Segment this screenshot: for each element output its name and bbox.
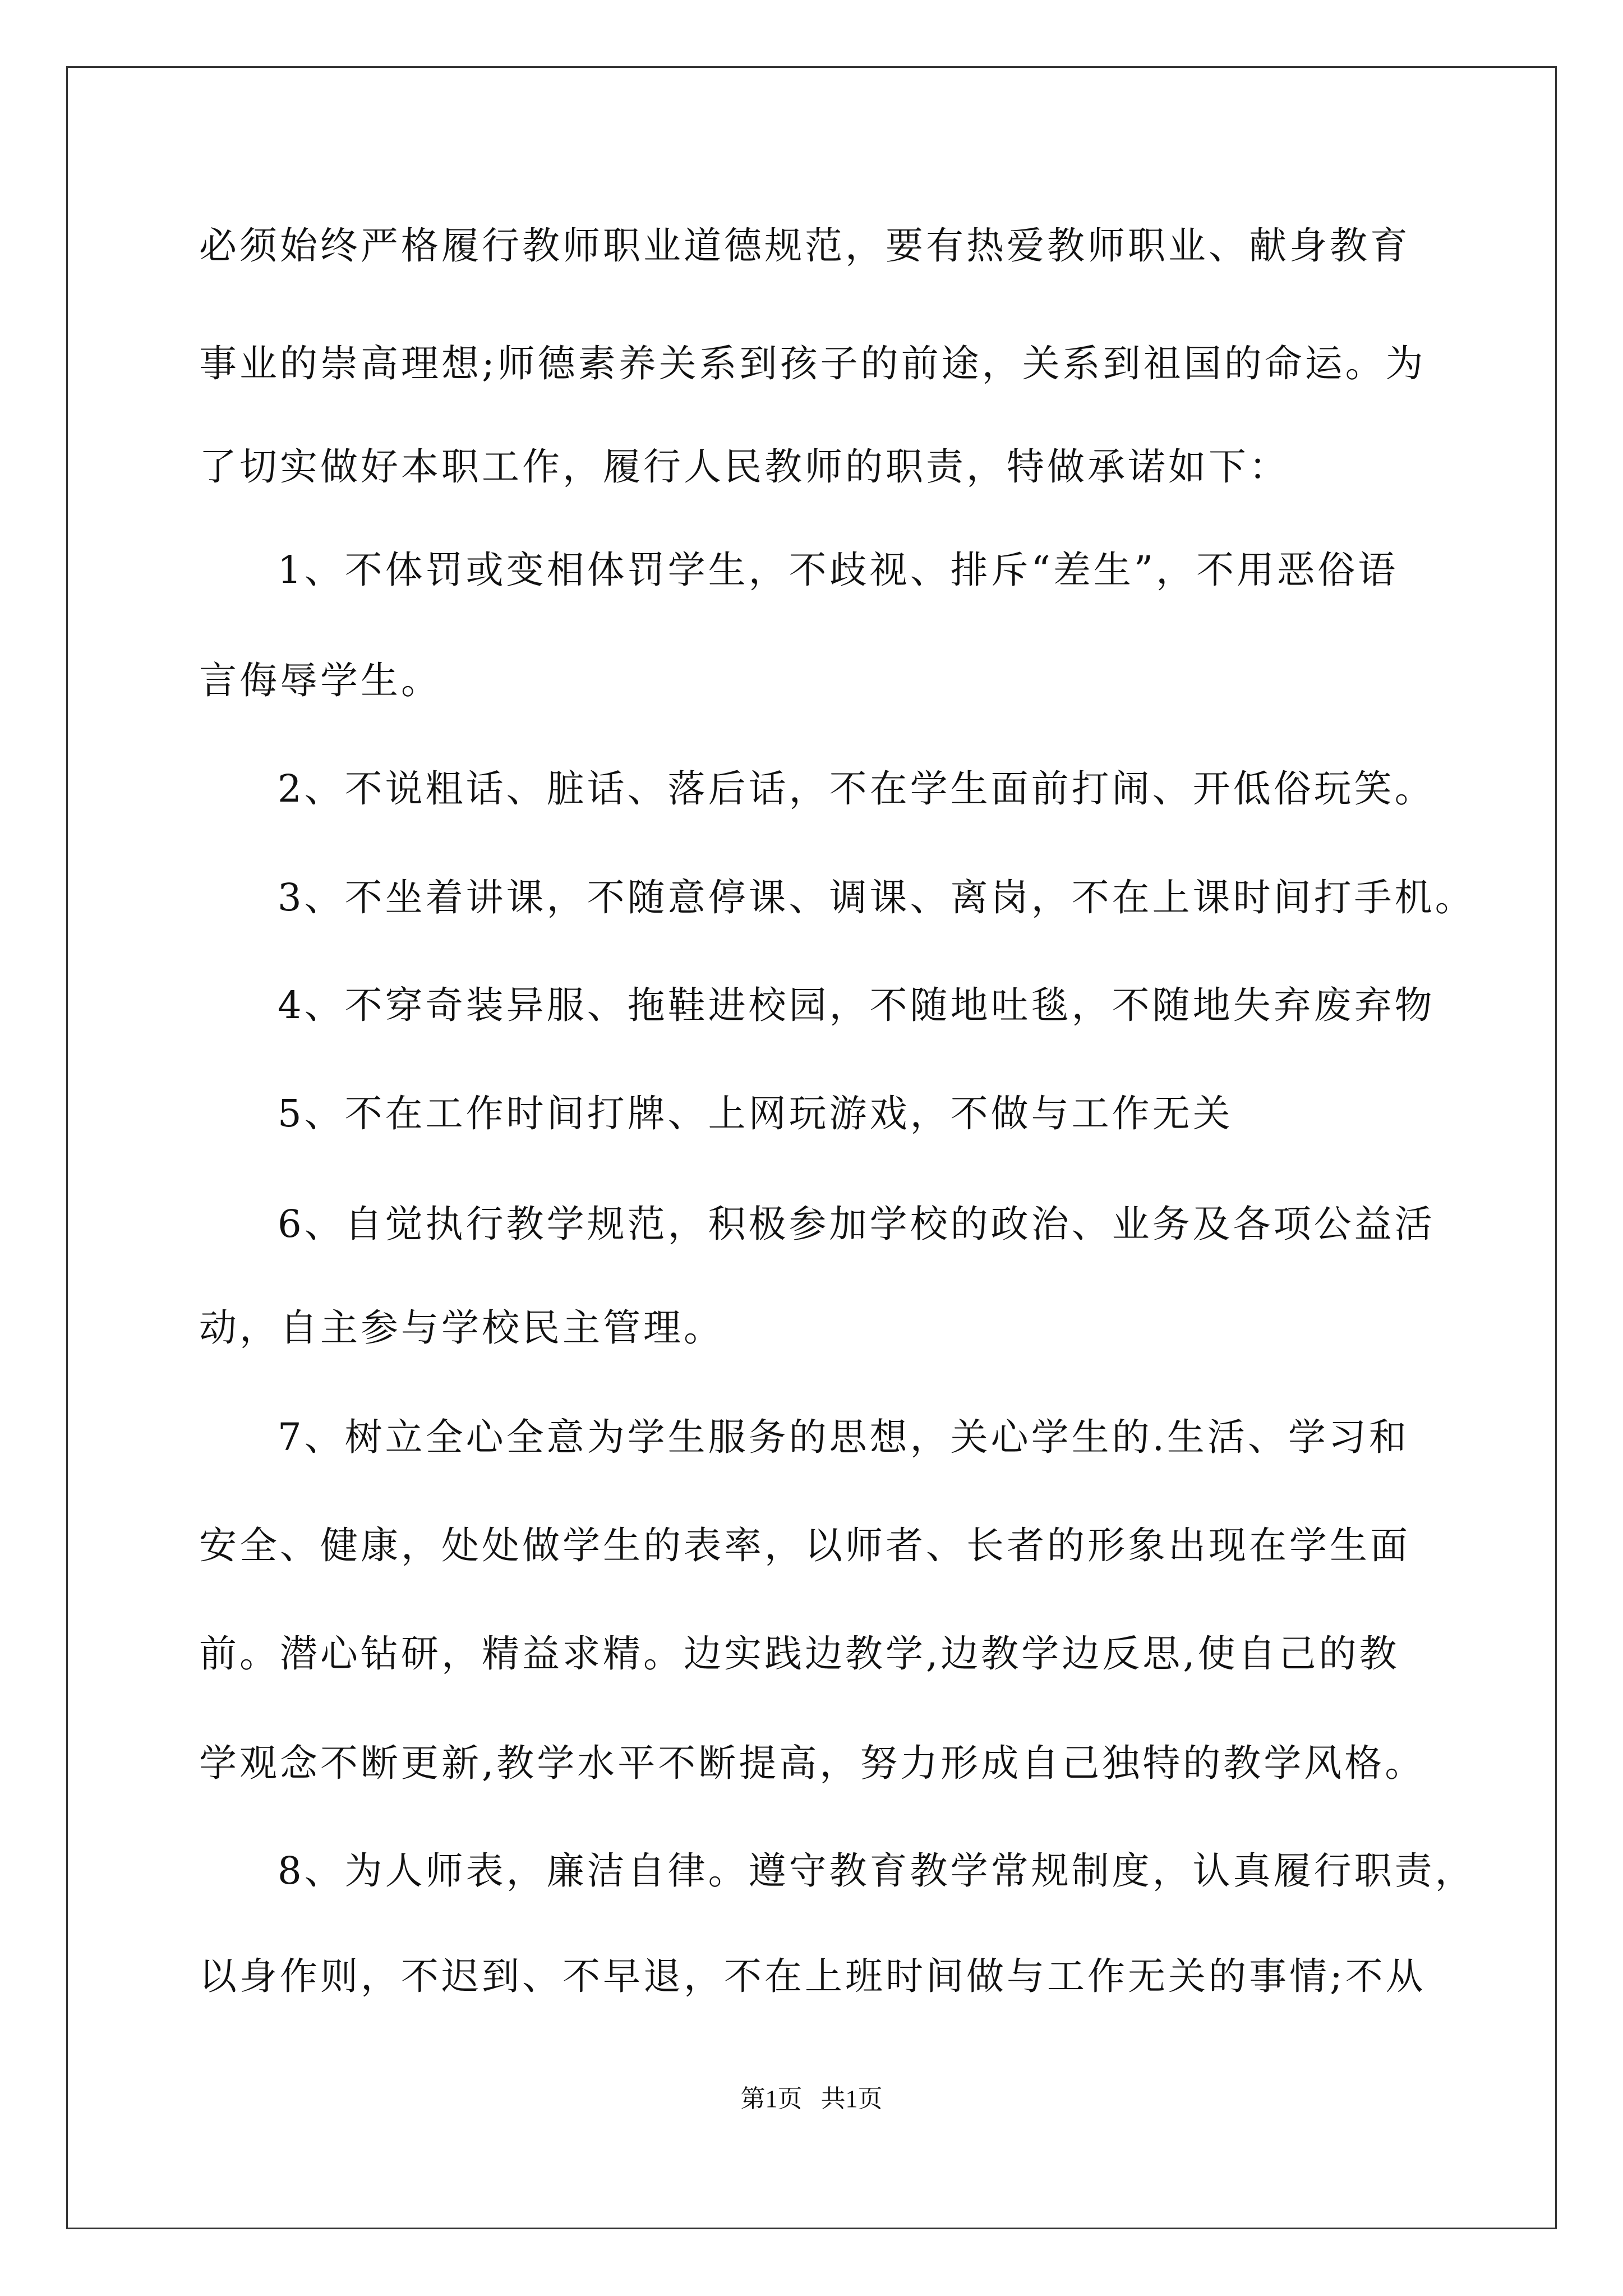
- item-3-line: 3、不坐着讲课，不随意停课、调课、离岗，不在上课时间打手机。: [278, 876, 1476, 919]
- item-1-line-2: 言侮辱学生。: [199, 659, 441, 702]
- item-7-line-1: 7、树立全心全意为学生服务的思想，关心学生的.生活、学习和: [278, 1415, 1409, 1459]
- page-footer: 第1页 共1页: [740, 2085, 883, 2113]
- item-5-line: 5、不在工作时间打牌、上网玩游戏，不做与工作无关: [278, 1092, 1233, 1135]
- page-border: [66, 66, 1557, 2229]
- item-7-line-3: 前。潜心钻研，精益求精。边实践边教学,边教学边反思,使自己的教: [199, 1632, 1400, 1676]
- item-8-line-1: 8、为人师表，廉洁自律。遵守教育教学常规制度，认真履行职责，: [278, 1849, 1476, 1893]
- item-7-line-4: 学观念不断更新,教学水平不断提高，努力形成自己独特的教学风格。: [199, 1741, 1426, 1785]
- body-line-1: 必须始终严格履行教师职业道德规范，要有热爱教师职业、献身教育: [199, 224, 1410, 268]
- body-line-3: 了切实做好本职工作，履行人民教师的职责，特做承诺如下：: [199, 445, 1289, 489]
- item-6-line-2: 动，自主参与学校民主管理。: [199, 1306, 724, 1350]
- item-8-line-2: 以身作则，不迟到、不早退，不在上班时间做与工作无关的事情;不从: [199, 1954, 1426, 1998]
- item-1-line-1: 1、不体罚或变相体罚学生，不歧视、排斥“差生”，不用恶俗语: [278, 548, 1399, 592]
- item-2-line: 2、不说粗话、脏话、落后话，不在学生面前打闹、开低俗玩笑。: [278, 767, 1435, 811]
- item-7-line-2: 安全、健康，处处做学生的表率，以师者、长者的形象出现在学生面: [199, 1524, 1410, 1567]
- item-6-line-1: 6、自觉执行教学规范，积极参加学校的政治、业务及各项公益活: [278, 1202, 1435, 1246]
- body-line-2: 事业的崇高理想;师德素养关系到孩子的前途，关系到祖国的命运。为: [199, 342, 1426, 385]
- item-4-line: 4、不穿奇装异服、拖鞋进校园，不随地吐毯，不随地失弃废弃物: [278, 983, 1435, 1027]
